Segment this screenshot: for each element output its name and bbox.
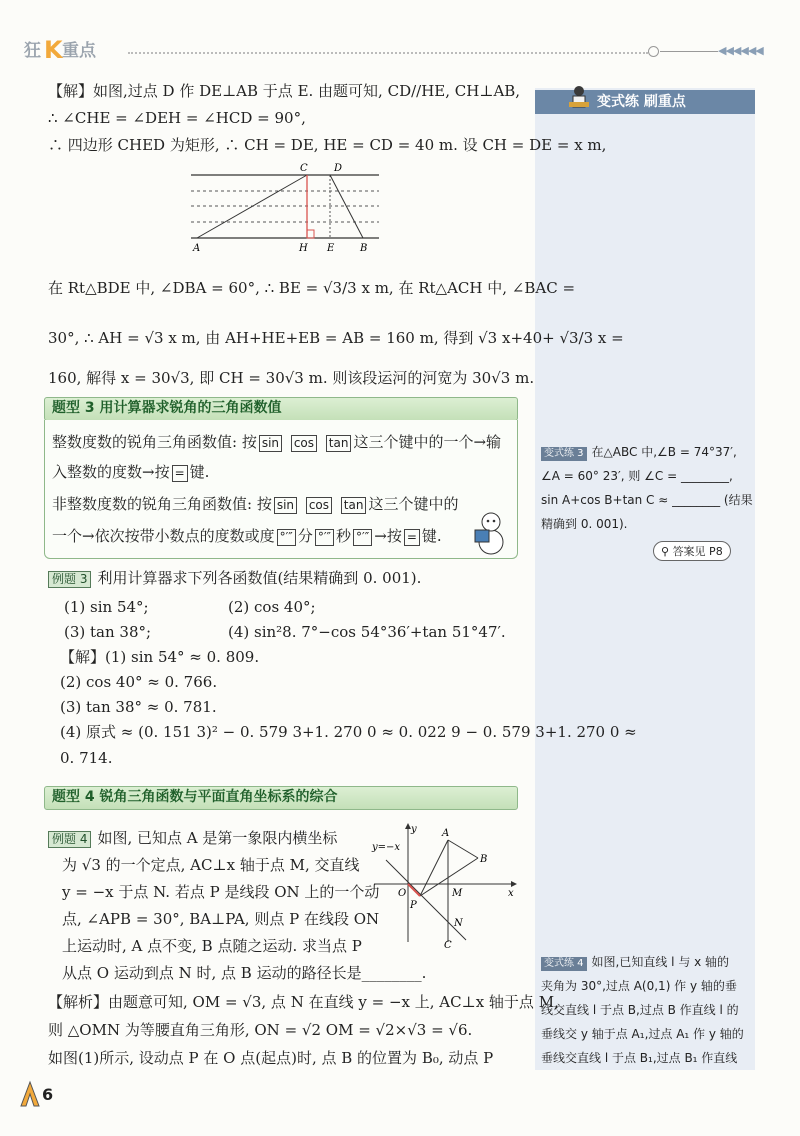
example4-line-6: 从点 O 运动到点 N 时, 点 B 运动的路径长是________. <box>62 964 427 982</box>
header-arrow-ornament: ◀◀◀◀◀◀ <box>718 44 763 57</box>
figure-label-a2: A <box>442 828 450 839</box>
example3-q3: (3) tan 38°; <box>64 623 152 641</box>
example3-q2: (2) cos 40°; <box>228 598 316 616</box>
example3-sol-2: (2) cos 40° ≈ 0. 766. <box>60 673 218 691</box>
tan-key-2: tan <box>341 497 367 514</box>
equals-key-2: = <box>404 529 420 546</box>
practice3-line-1: 变式练 3 在△ABC 中,∠B = 74°37′, <box>541 442 737 463</box>
header-rule <box>660 51 718 52</box>
figure-label-n: N <box>454 918 463 929</box>
sidebar-panel <box>535 88 755 1070</box>
analysis-line-1: 【解析】由题意可知, OM = √3, 点 N 在直线 y = −x 上, AC⊥x 轴于点 M, <box>48 993 559 1011</box>
figure-label-m: M <box>452 888 463 899</box>
figure-label-b: B <box>360 243 368 252</box>
practice4-line-3: 线交直线 l 于点 B,过点 B 作直线 l 的 <box>541 1003 739 1017</box>
reading-person-icon <box>565 84 593 114</box>
example4-line-2: 为 √3 的一个定点, AC⊥x 轴于点 M, 交直线 <box>62 856 360 874</box>
example3-q1: (1) sin 54°; <box>64 598 149 616</box>
brand-logo <box>22 34 130 62</box>
figure-label-p: P <box>410 900 417 911</box>
example4-line-1: 例题 4 如图, 已知点 A 是第一象限内横坐标 <box>48 828 337 848</box>
tan-key: tan <box>326 435 352 452</box>
example3-question: 例题 3 利用计算器求下列各函数值(结果精确到 0. 001). <box>48 568 421 588</box>
location-pin-icon: ⚲ <box>661 545 670 558</box>
dms-key-3: °′″ <box>353 529 372 546</box>
example3-sol-4: (4) 原式 ≈ (0. 151 3)² − 0. 579 3+1. 270 0 ≈ 0. 022 9 − 0. 579 3+1. 270 0 ≈ <box>60 723 637 741</box>
type3-line-2: 入整数的度数→按 = 键. <box>52 463 210 481</box>
solution-line-6: 160, 解得 x = 30√3, 即 CH = 30√3 m. 则该段运河的河宽为 30√3 m. <box>48 369 535 387</box>
practice4-line-1: 变式练 4 如图,已知直线 l 与 x 轴的 <box>541 952 729 973</box>
example3-q4: (4) sin²8. 7°−cos 54°36′+tan 51°47′. <box>228 623 506 641</box>
cartoon-reader-icon <box>472 508 510 556</box>
sidebar-title: 变式练 刷重点 <box>597 94 686 110</box>
cos-key: cos <box>291 435 317 452</box>
figure-label-d: D <box>334 163 343 174</box>
solution-line-4: 在 Rt△BDE 中, ∠DBA = 60°, ∴ BE = √3/3 x m, 在 Rt△ACH 中, ∠BAC = <box>48 279 576 297</box>
example3-sol-1: 【解】(1) sin 54° ≈ 0. 809. <box>60 648 260 666</box>
analysis-line-2: 则 △OMN 为等腰直角三角形, ON = √2 OM = √2×√3 = √6. <box>48 1021 473 1039</box>
example3-sol-5: 0. 714. <box>60 749 113 767</box>
figure-label-h: H <box>299 243 308 252</box>
figure-label-o: O <box>398 888 407 899</box>
example4-tag: 例题 4 <box>48 831 91 848</box>
figure-label-c2: C <box>444 940 452 950</box>
figure-label-x: x <box>508 888 514 899</box>
practice4-line-5: 垂线交直线 l 于点 B₁,过点 B₁ 作直线 <box>541 1051 738 1065</box>
practice3-line-3: sin A+cos B+tan C ≈ ________ (结果 <box>541 493 753 507</box>
solution-line-1: 【解】如图,过点 D 作 DE⊥AB 于点 E. 由题可知, CD//HE, CH⊥AB, <box>48 82 521 100</box>
example4-line-3: y = −x 于点 N. 若点 P 是线段 ON 上的一个动 <box>62 883 380 901</box>
river-figure <box>185 160 385 252</box>
type3-line-4: 一个→依次按带小数点的度数或度 °′″ 分 °′″ 秒 °′″ →按 = 键. <box>52 527 442 545</box>
figure-label-e: E <box>327 243 335 252</box>
practice4-line-2: 夹角为 30°,过点 A(0,1) 作 y 轴的垂 <box>541 979 737 993</box>
answer-reference[interactable]: ⚲ 答案见 P8 <box>653 541 731 561</box>
example4-line-4: 点, ∠APB = 30°, BA⊥PA, 则点 P 在线段 ON <box>62 910 380 928</box>
example4-line-5: 上运动时, A 点不变, B 点随之运动. 求当点 P <box>62 937 362 955</box>
footer-mascot-icon <box>18 1080 42 1108</box>
practice4-line-4: 垂线交 y 轴于点 A₁,过点 A₁ 作 y 轴的 <box>541 1027 744 1041</box>
figure-label-line-eq: y=−x <box>372 842 401 853</box>
dms-key-2: °′″ <box>315 529 334 546</box>
svg-text:狂: 狂 <box>24 41 41 61</box>
example3-tag: 例题 3 <box>48 571 91 588</box>
type3-title: 题型 3 用计算器求锐角的三角函数值 <box>52 400 282 416</box>
solution-line-3: ∴ 四边形 CHED 为矩形, ∴ CH = DE, HE = CD = 40 m. 设 CH = DE = x m, <box>48 136 607 154</box>
practice4-tag: 变式练 4 <box>541 957 587 971</box>
practice3-line-2: ∠A = 60° 23′, 则 ∠C = ________, <box>541 469 733 483</box>
solution-line-2: ∴ ∠CHE = ∠DEH = ∠HCD = 90°, <box>48 109 306 127</box>
type3-line-3: 非整数度数的锐角三角函数值: 按 sin cos tan 这三个键中的 <box>52 495 459 513</box>
header-circle-ornament <box>648 46 659 57</box>
solution-line-5: 30°, ∴ AH = √3 x m, 由 AH+HE+EB = AB = 160 m, 得到 √3 x+40+ √3/3 x = <box>48 329 624 347</box>
practice3-line-4: 精确到 0. 001). <box>541 517 628 531</box>
cos-key-2: cos <box>306 497 332 514</box>
figure-label-b2: B <box>480 854 488 865</box>
svg-text:K: K <box>44 36 63 62</box>
coordinate-figure <box>366 820 522 950</box>
analysis-line-3: 如图(1)所示, 设动点 P 在 O 点(起点)时, 点 B 的位置为 B₀, 动点 P <box>48 1049 494 1067</box>
equals-key: = <box>172 465 188 482</box>
dms-key: °′″ <box>277 529 296 546</box>
type4-title: 题型 4 锐角三角函数与平面直角坐标系的综合 <box>52 789 338 805</box>
practice3-tag: 变式练 3 <box>541 447 587 461</box>
figure-label-c: C <box>300 163 308 174</box>
svg-text:重点: 重点 <box>62 41 96 61</box>
figure-label-y: y <box>411 824 417 835</box>
page-number: 6 <box>42 1085 54 1104</box>
type3-line-1: 整数度数的锐角三角函数值: 按 sin cos tan 这三个键中的一个→输 <box>52 433 502 451</box>
figure-label-a: A <box>193 243 201 252</box>
header-dotted-rule <box>128 52 648 54</box>
example3-sol-3: (3) tan 38° ≈ 0. 781. <box>60 698 217 716</box>
sin-key: sin <box>259 435 282 452</box>
sin-key-2: sin <box>274 497 297 514</box>
